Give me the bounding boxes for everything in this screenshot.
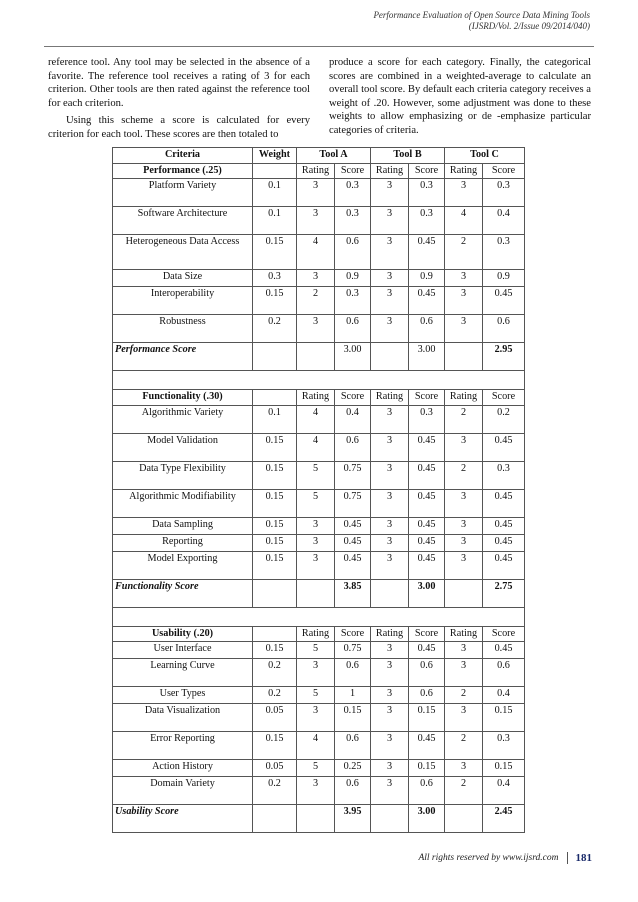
weight-value: 0.05: [253, 760, 297, 777]
empty-cell: [371, 805, 409, 833]
criterion-name: Reporting: [113, 534, 253, 551]
empty-cell: [253, 805, 297, 833]
tool-c-rating: 3: [445, 659, 483, 687]
tool-c-rating: 2: [445, 235, 483, 270]
tool-c-rating: 3: [445, 642, 483, 659]
weight-value: 0.15: [253, 517, 297, 534]
weight-value: 0.15: [253, 534, 297, 551]
empty-cell: [253, 390, 297, 406]
tool-a-rating: 5: [297, 461, 335, 489]
tool-c-score: 0.4: [483, 687, 525, 704]
tool-c-rating: 3: [445, 704, 483, 732]
tool-c-score: 0.4: [483, 207, 525, 235]
weight-value: 0.1: [253, 179, 297, 207]
empty-cell: [445, 579, 483, 607]
tool-b-score: 0.45: [409, 642, 445, 659]
tool-a-rating: 3: [297, 270, 335, 287]
tool-total-score: 2.75: [483, 579, 525, 607]
tool-a-rating: 5: [297, 687, 335, 704]
tool-total-score: 3.95: [335, 805, 371, 833]
criterion-name: Heterogeneous Data Access: [113, 235, 253, 270]
tool-total-score: 3.85: [335, 579, 371, 607]
tool-b-score: 0.3: [409, 405, 445, 433]
table-row: [113, 207, 525, 235]
spacer-row: [113, 607, 525, 626]
tool-c-score: 0.9: [483, 270, 525, 287]
tool-c-rating: 3: [445, 315, 483, 343]
tool-c-rating: 2: [445, 461, 483, 489]
criterion-name: Algorithmic Modifiability: [113, 489, 253, 517]
tool-b-score: 0.45: [409, 517, 445, 534]
criterion-name: Algorithmic Variety: [113, 405, 253, 433]
tool-c-rating: 3: [445, 489, 483, 517]
tool-a-rating: 5: [297, 489, 335, 517]
empty-cell: [371, 343, 409, 371]
tool-c-score: 0.45: [483, 642, 525, 659]
score-header: Score: [335, 390, 371, 406]
weight-value: 0.15: [253, 642, 297, 659]
empty-cell: [253, 343, 297, 371]
tool-c-rating: 3: [445, 433, 483, 461]
tool-b-score: 0.6: [409, 315, 445, 343]
tool-a-score: 0.6: [335, 433, 371, 461]
empty-cell: [297, 343, 335, 371]
score-header: Score: [409, 163, 445, 179]
tool-a-score: 0.4: [335, 405, 371, 433]
criterion-name: Error Reporting: [113, 732, 253, 760]
tool-a-rating: 4: [297, 732, 335, 760]
tool-a-score: 0.45: [335, 517, 371, 534]
tool-total-score: 3.00: [409, 343, 445, 371]
weight-value: 0.2: [253, 687, 297, 704]
tool-b-rating: 3: [371, 287, 409, 315]
tool-c-rating: 3: [445, 760, 483, 777]
usability-total-label: Usability Score: [113, 805, 253, 833]
tool-c-rating: 3: [445, 517, 483, 534]
tool-b-score: 0.15: [409, 760, 445, 777]
functionality-total-row: [113, 579, 525, 607]
tool-b-rating: 3: [371, 179, 409, 207]
tool-b-score: 0.6: [409, 687, 445, 704]
tool-a-score: 1: [335, 687, 371, 704]
table-row: [113, 315, 525, 343]
tool-c-rating: 3: [445, 534, 483, 551]
tool-c-score: 0.3: [483, 179, 525, 207]
score-header: Score: [483, 626, 525, 642]
tool-c-rating: 2: [445, 777, 483, 805]
weight-value: 0.2: [253, 315, 297, 343]
table-header-row: [113, 148, 525, 164]
tool-b-score: 0.6: [409, 777, 445, 805]
left-column: [48, 56, 310, 142]
tool-a-rating: 2: [297, 287, 335, 315]
criterion-name: Software Architecture: [113, 207, 253, 235]
tool-a-rating: 3: [297, 179, 335, 207]
tool-a-rating: 3: [297, 777, 335, 805]
tool-b-rating: 3: [371, 777, 409, 805]
tool-total-score: 3.00: [409, 805, 445, 833]
tool-b-score: 0.45: [409, 235, 445, 270]
tool-b-rating: 3: [371, 687, 409, 704]
tool-c-rating: 3: [445, 270, 483, 287]
rating-header: Rating: [371, 163, 409, 179]
tool-a-score: 0.6: [335, 659, 371, 687]
score-header: Score: [483, 163, 525, 179]
tool-a-rating: 3: [297, 551, 335, 579]
tool-a-rating: 5: [297, 760, 335, 777]
tool-a-rating: 3: [297, 704, 335, 732]
tool-c-rating: 2: [445, 405, 483, 433]
criterion-name: Data Sampling: [113, 517, 253, 534]
tool-b-score: 0.45: [409, 287, 445, 315]
tool-b-score: 0.45: [409, 461, 445, 489]
empty-cell: [253, 163, 297, 179]
footer-copyright: All rights reserved by www.ijsrd.com: [418, 853, 559, 863]
spacer-cell: [113, 371, 525, 390]
header-tool-b: Tool B: [371, 148, 445, 164]
tool-c-score: 0.3: [483, 235, 525, 270]
table-row: [113, 760, 525, 777]
tool-b-score: 0.45: [409, 551, 445, 579]
tool-c-rating: 3: [445, 287, 483, 315]
tool-a-rating: 3: [297, 207, 335, 235]
table-row: [113, 270, 525, 287]
table-row: [113, 489, 525, 517]
tool-b-rating: 3: [371, 551, 409, 579]
tool-c-rating: 2: [445, 687, 483, 704]
rating-header: Rating: [371, 390, 409, 406]
criterion-name: Model Exporting: [113, 551, 253, 579]
criterion-name: Data Type Flexibility: [113, 461, 253, 489]
tool-c-score: 0.3: [483, 461, 525, 489]
performance-total-row: [113, 343, 525, 371]
weight-value: 0.15: [253, 461, 297, 489]
tool-total-score: 3.00: [409, 579, 445, 607]
weight-value: 0.15: [253, 235, 297, 270]
tool-c-score: 0.45: [483, 551, 525, 579]
weight-value: 0.1: [253, 207, 297, 235]
table-row: [113, 517, 525, 534]
table-row: [113, 405, 525, 433]
table-row: [113, 687, 525, 704]
table-row: [113, 704, 525, 732]
tool-b-rating: 3: [371, 405, 409, 433]
page-footer: [418, 852, 592, 864]
tool-c-score: 0.45: [483, 287, 525, 315]
tool-b-rating: 3: [371, 489, 409, 517]
empty-cell: [253, 626, 297, 642]
journal-issue: (IJSRD/Vol. 2/Issue 09/2014/040): [468, 21, 590, 31]
usability-header-row: [113, 626, 525, 642]
header-criteria: Criteria: [113, 148, 253, 164]
header-weight: Weight: [253, 148, 297, 164]
tool-c-score: 0.45: [483, 517, 525, 534]
tool-b-score: 0.45: [409, 732, 445, 760]
tool-a-score: 0.6: [335, 315, 371, 343]
criterion-name: Interoperability: [113, 287, 253, 315]
tool-b-rating: 3: [371, 732, 409, 760]
tool-c-score: 0.45: [483, 433, 525, 461]
tool-a-rating: 3: [297, 517, 335, 534]
weight-value: 0.2: [253, 777, 297, 805]
running-header: [373, 10, 590, 32]
tool-c-score: 0.45: [483, 534, 525, 551]
tool-b-score: 0.45: [409, 433, 445, 461]
tool-total-score: 3.00: [335, 343, 371, 371]
functionality-title: Functionality (.30): [113, 390, 253, 406]
table-row: [113, 551, 525, 579]
tool-b-rating: 3: [371, 315, 409, 343]
tool-c-score: 0.6: [483, 315, 525, 343]
table-row: [113, 642, 525, 659]
rating-header: Rating: [297, 390, 335, 406]
score-header: Score: [409, 626, 445, 642]
criterion-name: User Interface: [113, 642, 253, 659]
tool-b-rating: 3: [371, 207, 409, 235]
performance-header-row: [113, 163, 525, 179]
tool-c-rating: 3: [445, 551, 483, 579]
tool-a-score: 0.6: [335, 732, 371, 760]
usability-title: Usability (.20): [113, 626, 253, 642]
evaluation-table: [112, 147, 525, 833]
tool-b-rating: 3: [371, 642, 409, 659]
tool-a-rating: 3: [297, 315, 335, 343]
tool-a-rating: 4: [297, 235, 335, 270]
tool-c-rating: 2: [445, 732, 483, 760]
rating-header: Rating: [445, 163, 483, 179]
tool-b-rating: 3: [371, 534, 409, 551]
tool-b-rating: 3: [371, 760, 409, 777]
empty-cell: [297, 579, 335, 607]
tool-b-rating: 3: [371, 433, 409, 461]
score-header: Score: [335, 626, 371, 642]
header-tool-a: Tool A: [297, 148, 371, 164]
weight-value: 0.15: [253, 287, 297, 315]
left-paragraph-2: Using this scheme a score is calculated for every criterion for each tool. These scores are then totaled to: [48, 115, 310, 140]
header-rule: [44, 46, 594, 47]
tool-c-score: 0.15: [483, 704, 525, 732]
tool-total-score: 2.45: [483, 805, 525, 833]
weight-value: 0.15: [253, 433, 297, 461]
empty-cell: [253, 579, 297, 607]
weight-value: 0.3: [253, 270, 297, 287]
right-column: [329, 56, 591, 138]
tool-a-rating: 5: [297, 642, 335, 659]
tool-c-score: 0.3: [483, 732, 525, 760]
left-paragraph-1: reference tool. Any tool may be selected in the absence of a favorite. The reference tool receives a rating of 3 for each criterion. Other tools are then rated against the reference tool for each criterion.: [48, 57, 310, 109]
tool-a-score: 0.9: [335, 270, 371, 287]
tool-b-rating: 3: [371, 517, 409, 534]
tool-a-rating: 4: [297, 405, 335, 433]
weight-value: 0.15: [253, 732, 297, 760]
table-row: [113, 179, 525, 207]
criterion-name: Domain Variety: [113, 777, 253, 805]
functionality-header-row: [113, 390, 525, 406]
rating-header: Rating: [297, 626, 335, 642]
table-row: [113, 777, 525, 805]
empty-cell: [371, 579, 409, 607]
tool-a-score: 0.45: [335, 534, 371, 551]
empty-cell: [445, 805, 483, 833]
tool-c-score: 0.2: [483, 405, 525, 433]
criterion-name: Action History: [113, 760, 253, 777]
tool-c-score: 0.4: [483, 777, 525, 805]
tool-b-rating: 3: [371, 659, 409, 687]
tool-b-score: 0.45: [409, 489, 445, 517]
tool-b-score: 0.45: [409, 534, 445, 551]
table-row: [113, 433, 525, 461]
tool-a-score: 0.3: [335, 287, 371, 315]
tool-c-score: 0.15: [483, 760, 525, 777]
performance-title: Performance (.25): [113, 163, 253, 179]
tool-a-score: 0.6: [335, 777, 371, 805]
rating-header: Rating: [445, 390, 483, 406]
tool-b-score: 0.6: [409, 659, 445, 687]
tool-a-score: 0.3: [335, 179, 371, 207]
right-paragraph-1: produce a score for each category. Finally, the categorical scores are combined in a weighted-average to calculate an overall tool score. By default each criteria category receives a weight of .20. However, some adjustment was done to these weights to allow emphasizing or de -emphasize particular categories of criteria.: [329, 57, 591, 136]
tool-b-score: 0.9: [409, 270, 445, 287]
score-header: Score: [335, 163, 371, 179]
score-header: Score: [409, 390, 445, 406]
tool-a-score: 0.75: [335, 461, 371, 489]
table-row: [113, 659, 525, 687]
criterion-name: Platform Variety: [113, 179, 253, 207]
weight-value: 0.05: [253, 704, 297, 732]
weight-value: 0.15: [253, 551, 297, 579]
empty-cell: [297, 805, 335, 833]
table-row: [113, 461, 525, 489]
tool-a-score: 0.25: [335, 760, 371, 777]
empty-cell: [445, 343, 483, 371]
tool-total-score: 2.95: [483, 343, 525, 371]
weight-value: 0.1: [253, 405, 297, 433]
tool-b-score: 0.3: [409, 179, 445, 207]
tool-c-score: 0.45: [483, 489, 525, 517]
criterion-name: User Types: [113, 687, 253, 704]
score-header: Score: [483, 390, 525, 406]
criterion-name: Robustness: [113, 315, 253, 343]
tool-c-rating: 4: [445, 207, 483, 235]
table-row: [113, 235, 525, 270]
tool-c-rating: 3: [445, 179, 483, 207]
rating-header: Rating: [371, 626, 409, 642]
header-tool-c: Tool C: [445, 148, 525, 164]
performance-total-label: Performance Score: [113, 343, 253, 371]
tool-a-score: 0.15: [335, 704, 371, 732]
tool-b-score: 0.3: [409, 207, 445, 235]
criterion-name: Data Visualization: [113, 704, 253, 732]
table-body: [113, 148, 525, 833]
tool-b-rating: 3: [371, 235, 409, 270]
journal-title: Performance Evaluation of Open Source Data Mining Tools: [373, 10, 590, 20]
tool-b-rating: 3: [371, 270, 409, 287]
tool-c-score: 0.6: [483, 659, 525, 687]
criterion-name: Learning Curve: [113, 659, 253, 687]
weight-value: 0.15: [253, 489, 297, 517]
tool-a-score: 0.3: [335, 207, 371, 235]
criterion-name: Model Validation: [113, 433, 253, 461]
tool-b-rating: 3: [371, 461, 409, 489]
criterion-name: Data Size: [113, 270, 253, 287]
usability-total-row: [113, 805, 525, 833]
rating-header: Rating: [445, 626, 483, 642]
tool-a-score: 0.6: [335, 235, 371, 270]
weight-value: 0.2: [253, 659, 297, 687]
tool-a-rating: 4: [297, 433, 335, 461]
table-row: [113, 534, 525, 551]
spacer-row: [113, 371, 525, 390]
tool-a-rating: 3: [297, 659, 335, 687]
tool-b-rating: 3: [371, 704, 409, 732]
page-number: 181: [567, 852, 593, 864]
tool-a-score: 0.75: [335, 489, 371, 517]
tool-a-rating: 3: [297, 534, 335, 551]
spacer-cell: [113, 607, 525, 626]
functionality-total-label: Functionality Score: [113, 579, 253, 607]
tool-b-score: 0.15: [409, 704, 445, 732]
tool-a-score: 0.45: [335, 551, 371, 579]
rating-header: Rating: [297, 163, 335, 179]
tool-a-score: 0.75: [335, 642, 371, 659]
table-row: [113, 287, 525, 315]
table-row: [113, 732, 525, 760]
